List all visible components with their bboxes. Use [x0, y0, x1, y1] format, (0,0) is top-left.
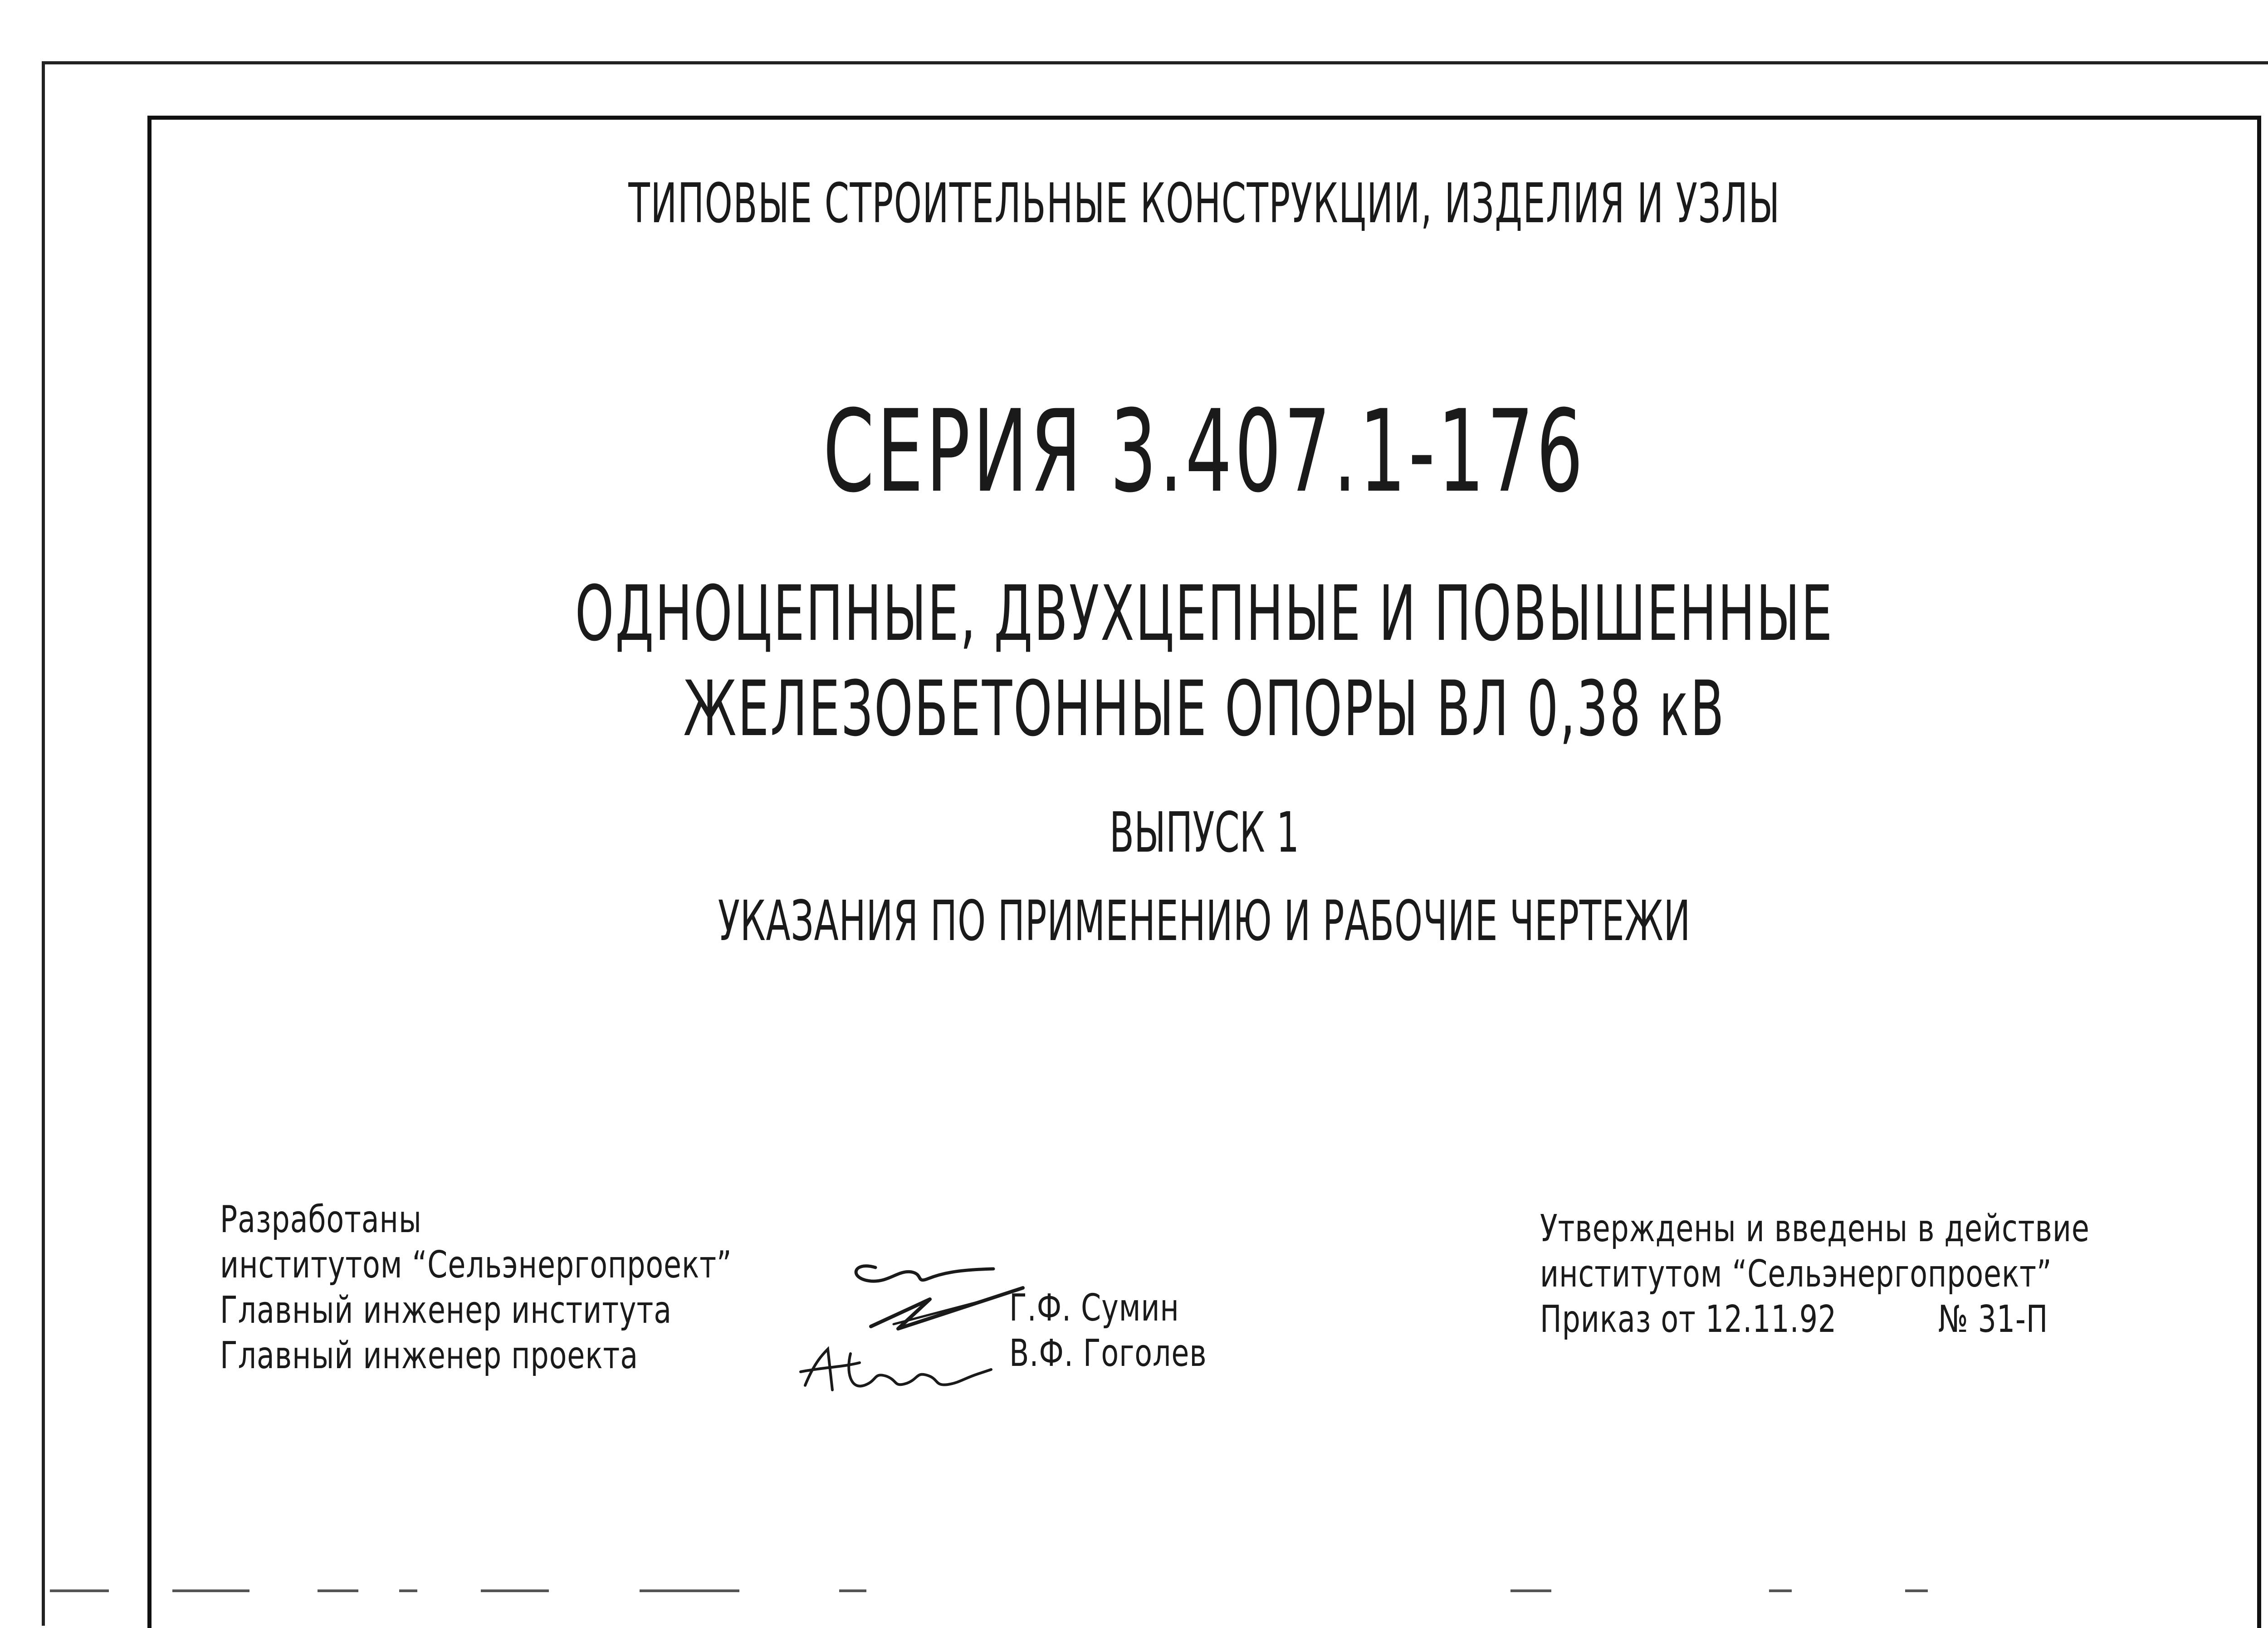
scan-artifact	[318, 1589, 358, 1592]
scan-artifact	[1905, 1589, 1928, 1592]
series-number: СЕРИЯ 3.407.1-176	[823, 385, 1586, 517]
issue-number: ВЫПУСК 1	[1109, 800, 1300, 865]
scan-artifact	[839, 1589, 866, 1592]
scan-artifact	[1769, 1589, 1792, 1592]
scan-artifact	[640, 1589, 739, 1592]
developer-line-1: Разработаны	[220, 1198, 422, 1241]
approval-order-date: Приказ от 12.11.92	[1540, 1298, 1837, 1341]
developer-role-1: Главный инженер института	[220, 1289, 672, 1332]
document-title-line-1: ОДНОЦЕПНЫЕ, ДВУХЦЕПНЫЕ И ПОВЫШЕННЫЕ	[575, 569, 1834, 658]
signatory-names	[1009, 1286, 1207, 1376]
signatory-name-2: В.Ф. Гоголев	[1009, 1332, 1207, 1375]
approval-block	[1540, 1206, 2090, 1342]
scan-artifact	[172, 1589, 249, 1592]
approval-line-2: институтом “Сельэнергопроект”	[1540, 1253, 2052, 1296]
developer-line-2: институтом “Сельэнергопроект”	[220, 1243, 732, 1287]
scan-artifact	[399, 1589, 417, 1592]
signatory-name-1: Г.Ф. Сумин	[1009, 1287, 1179, 1330]
scan-artifact	[50, 1589, 109, 1592]
inner-frame	[147, 116, 2261, 1628]
document-title-line-2: ЖЕЛЕЗОБЕТОННЫЕ ОПОРЫ ВЛ 0,38 кВ	[683, 664, 1725, 753]
scan-artifact	[481, 1589, 549, 1592]
developer-block	[220, 1197, 732, 1379]
developer-role-2: Главный инженер проекта	[220, 1334, 638, 1377]
approval-line-1: Утверждены и введены в действие	[1540, 1207, 2090, 1250]
scan-artifact	[1510, 1589, 1551, 1592]
signature-gogolev	[796, 1336, 996, 1404]
approval-order-number: № 31-П	[1938, 1298, 2048, 1341]
signature-sumin	[844, 1252, 1034, 1338]
approval-order-line	[1540, 1297, 2090, 1342]
collection-title: ТИПОВЫЕ СТРОИТЕЛЬНЫЕ КОНСТРУКЦИИ, ИЗДЕЛИЯ И УЗЛЫ	[628, 172, 1780, 235]
issue-contents: УКАЗАНИЯ ПО ПРИМЕНЕНИЮ И РАБОЧИЕ ЧЕРТЕЖИ	[718, 889, 1691, 953]
